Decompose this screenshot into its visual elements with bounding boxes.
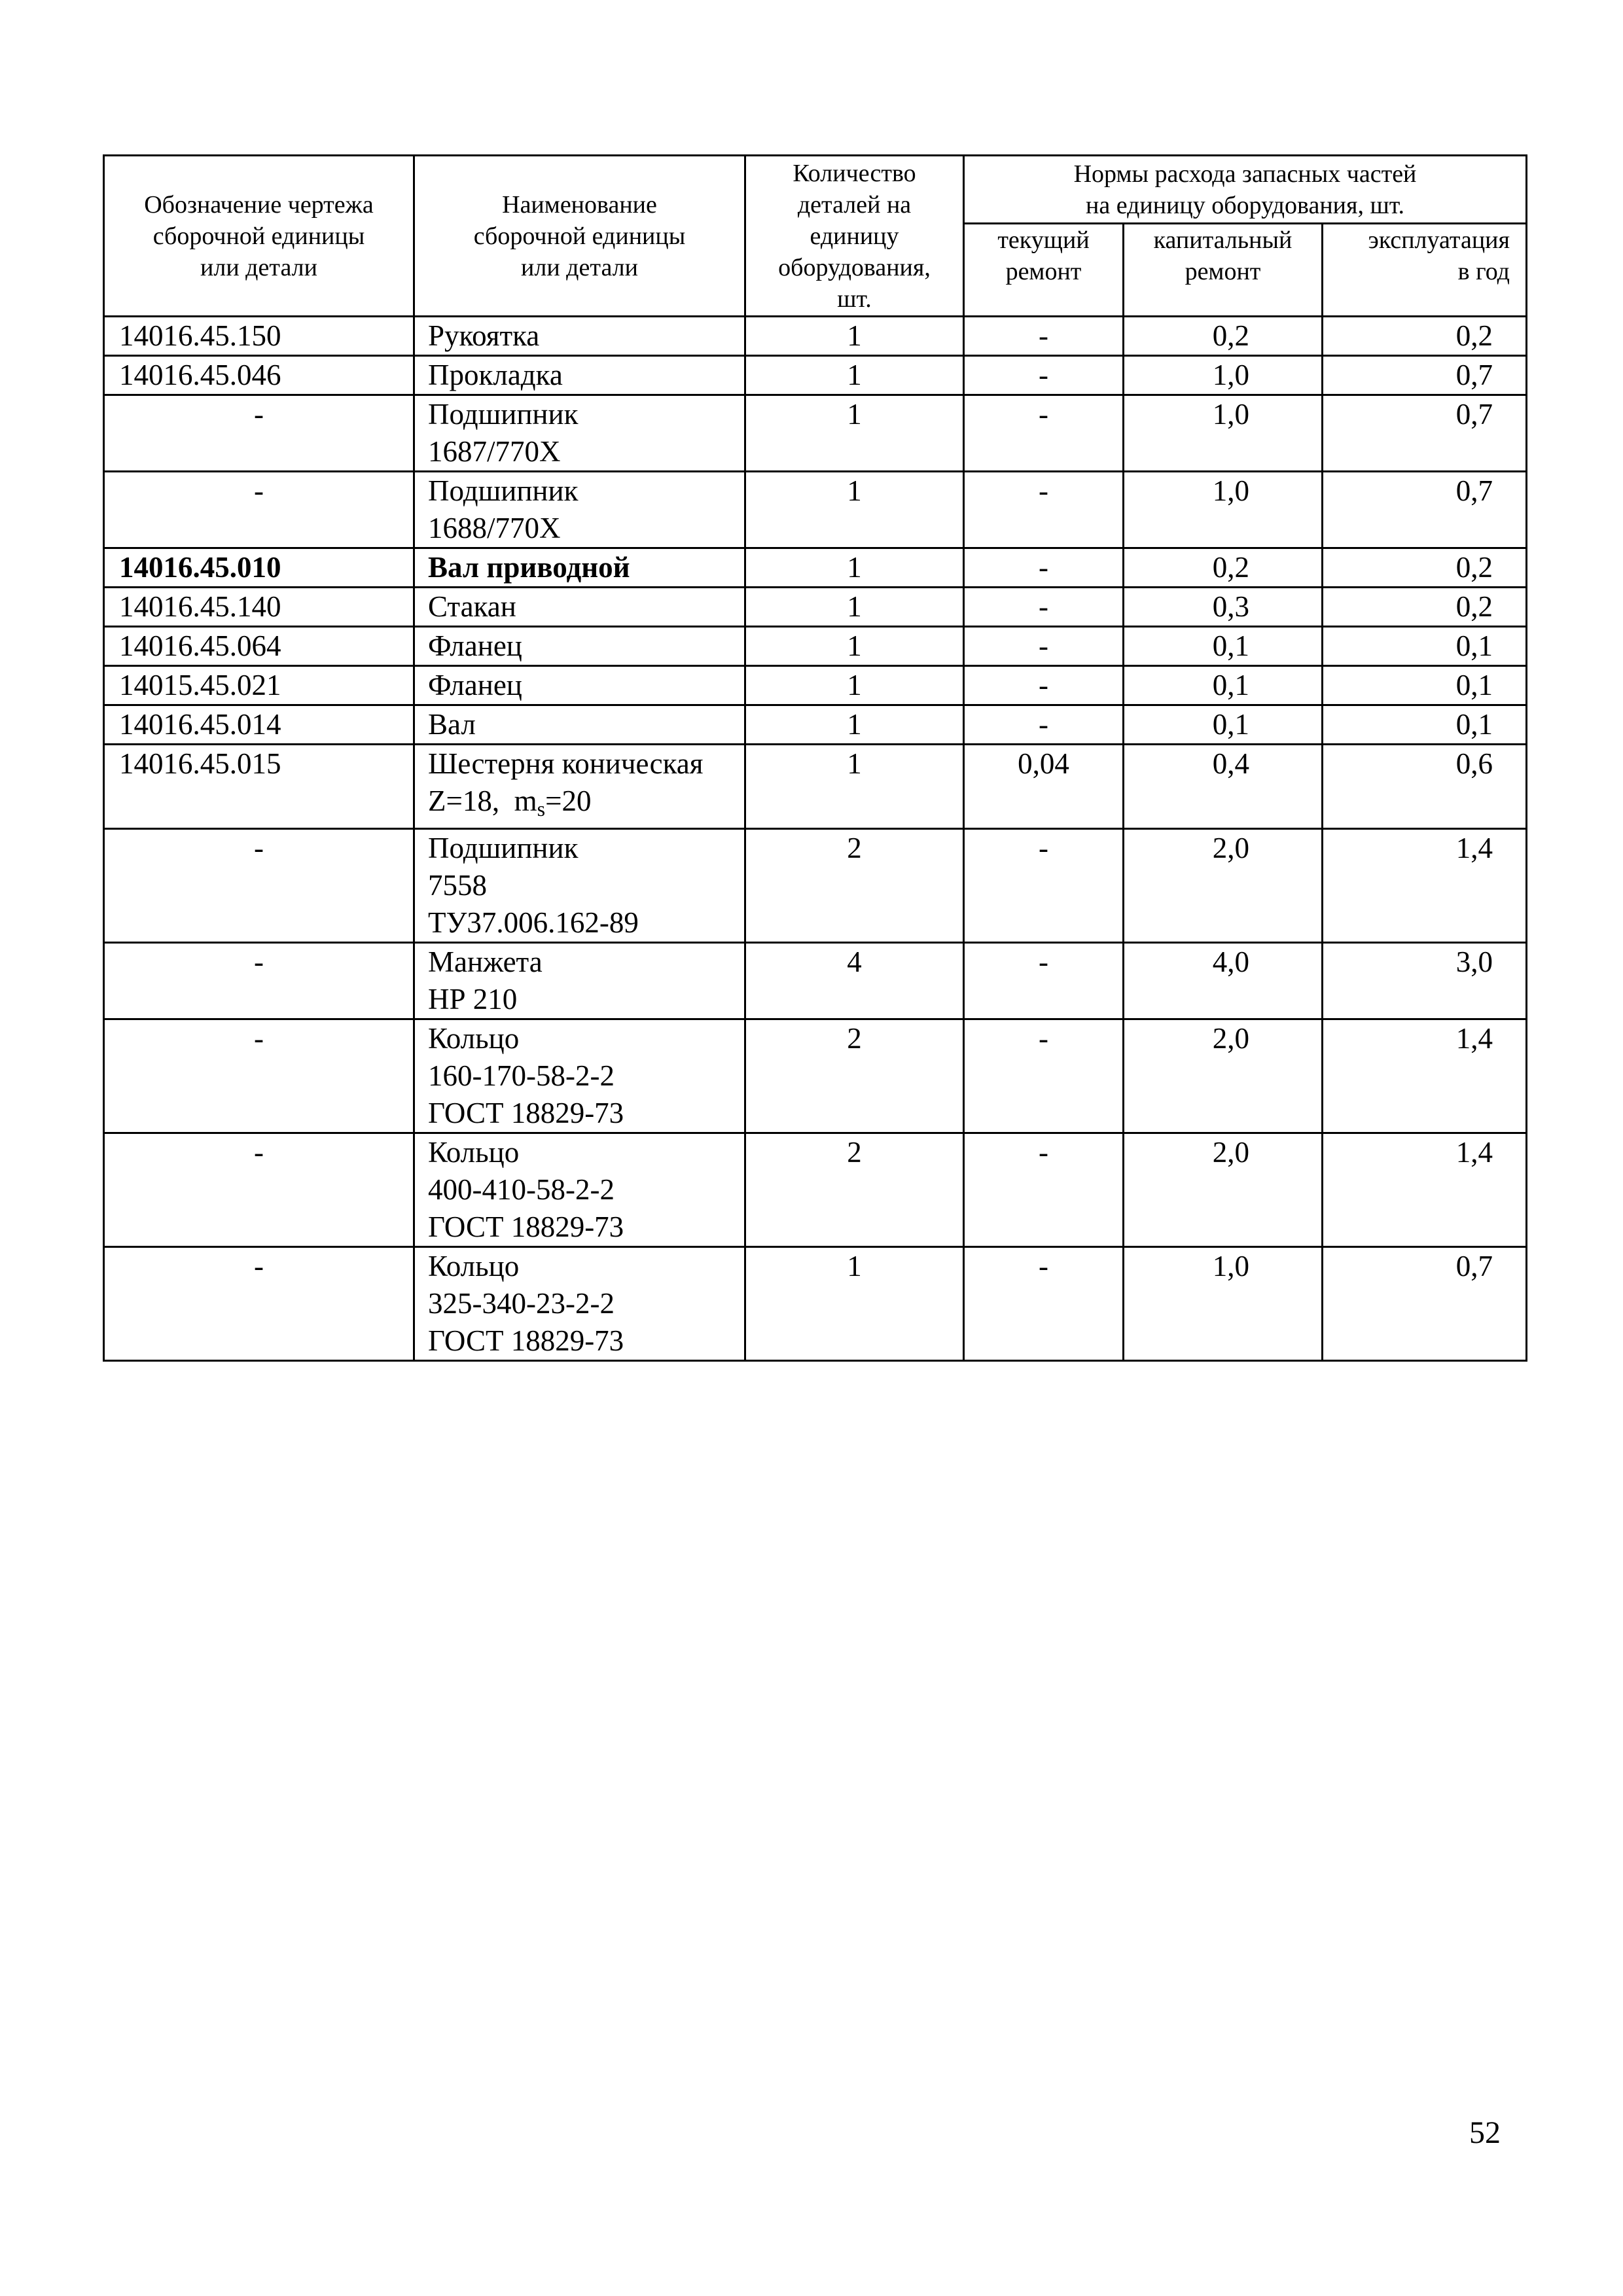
row-quantity: 1 <box>745 666 964 705</box>
row-operation: 0,1 <box>1323 666 1527 705</box>
row-operation: 0,2 <box>1323 548 1527 588</box>
row-current-repair: - <box>964 829 1124 943</box>
table-row <box>104 705 1527 745</box>
row-capital-repair: 0,1 <box>1124 627 1323 666</box>
row-capital-repair: 1,0 <box>1124 472 1323 548</box>
row-current-repair: - <box>964 943 1124 1019</box>
row-quantity: 1 <box>745 317 964 356</box>
header-norms-group: Нормы расхода запасных частей на единицу оборудования, шт. <box>964 156 1527 224</box>
row-name-spec <box>428 783 739 828</box>
row-current-repair: - <box>964 588 1124 627</box>
row-quantity: 1 <box>745 745 964 829</box>
row-code: - <box>104 829 414 943</box>
header-quantity: Количество деталей на единицу оборудования, шт. <box>745 156 964 317</box>
row-code: 14016.45.010 <box>104 548 414 588</box>
table-row <box>104 317 1527 356</box>
row-name: Рукоятка <box>414 317 745 356</box>
row-name: Шестерня коническая <box>428 747 704 780</box>
row-current-repair: - <box>964 705 1124 745</box>
table-row <box>104 943 1527 1019</box>
row-quantity: 4 <box>745 943 964 1019</box>
row-name: Кольцо 160-170-58-2-2 ГОСТ 18829-73 <box>414 1019 745 1133</box>
row-current-repair: - <box>964 1019 1124 1133</box>
row-capital-repair: 4,0 <box>1124 943 1323 1019</box>
row-code: 14016.45.046 <box>104 356 414 395</box>
spare-parts-table <box>103 154 1527 1362</box>
row-name-cell <box>414 745 745 829</box>
row-operation: 0,2 <box>1323 317 1527 356</box>
row-name: Вал <box>414 705 745 745</box>
row-capital-repair: 0,2 <box>1124 548 1323 588</box>
row-current-repair: - <box>964 1133 1124 1247</box>
row-quantity: 1 <box>745 548 964 588</box>
row-code: 14016.45.014 <box>104 705 414 745</box>
row-code: 14016.45.064 <box>104 627 414 666</box>
row-quantity: 1 <box>745 395 964 472</box>
table-row <box>104 472 1527 548</box>
row-name: Подшипник 1687/770Х <box>414 395 745 472</box>
row-quantity: 1 <box>745 588 964 627</box>
header-designation: Обозначение чертежа сборочной единицы или детали <box>104 156 414 317</box>
row-capital-repair: 1,0 <box>1124 356 1323 395</box>
table-row <box>104 829 1527 943</box>
row-name: Кольцо 400-410-58-2-2 ГОСТ 18829-73 <box>414 1133 745 1247</box>
row-code: - <box>104 1133 414 1247</box>
row-current-repair: - <box>964 356 1124 395</box>
row-operation: 3,0 <box>1323 943 1527 1019</box>
row-capital-repair: 2,0 <box>1124 1133 1323 1247</box>
table-row <box>104 666 1527 705</box>
row-name: Вал приводной <box>414 548 745 588</box>
table-row <box>104 395 1527 472</box>
row-operation: 0,1 <box>1323 705 1527 745</box>
row-capital-repair: 0,2 <box>1124 317 1323 356</box>
row-capital-repair: 0,1 <box>1124 666 1323 705</box>
row-operation: 0,6 <box>1323 745 1527 829</box>
table-row <box>104 588 1527 627</box>
row-name: Фланец <box>414 627 745 666</box>
row-code: - <box>104 472 414 548</box>
row-quantity: 2 <box>745 1019 964 1133</box>
module-symbol: m <box>514 785 537 817</box>
gear-teeth-count: Z=18, <box>428 785 500 817</box>
row-quantity: 2 <box>745 1133 964 1247</box>
row-capital-repair: 1,0 <box>1124 1247 1323 1361</box>
row-current-repair: - <box>964 548 1124 588</box>
row-code: - <box>104 1019 414 1133</box>
row-name: Подшипник 1688/770Х <box>414 472 745 548</box>
row-code: - <box>104 1247 414 1361</box>
row-quantity: 2 <box>745 829 964 943</box>
row-operation: 0,7 <box>1323 395 1527 472</box>
row-quantity: 1 <box>745 627 964 666</box>
row-code: 14016.45.015 <box>104 745 414 829</box>
row-current-repair: - <box>964 627 1124 666</box>
header-current-repair: текущий ремонт <box>964 224 1124 317</box>
header-operation-per-year: эксплуатация в год <box>1323 224 1527 317</box>
table-row <box>104 548 1527 588</box>
table-row <box>104 627 1527 666</box>
row-operation: 1,4 <box>1323 1019 1527 1133</box>
row-quantity: 1 <box>745 472 964 548</box>
module-subscript: s <box>537 797 546 821</box>
row-quantity: 1 <box>745 1247 964 1361</box>
row-capital-repair: 2,0 <box>1124 829 1323 943</box>
table-row <box>104 1019 1527 1133</box>
row-current-repair: - <box>964 395 1124 472</box>
row-current-repair: - <box>964 1247 1124 1361</box>
row-name: Прокладка <box>414 356 745 395</box>
row-name: Фланец <box>414 666 745 705</box>
row-current-repair: - <box>964 666 1124 705</box>
row-operation: 1,4 <box>1323 1133 1527 1247</box>
header-capital-repair: капитальный ремонт <box>1124 224 1323 317</box>
row-operation: 0,7 <box>1323 356 1527 395</box>
table-row <box>104 356 1527 395</box>
table-row <box>104 745 1527 829</box>
row-current-repair: - <box>964 317 1124 356</box>
row-operation: 0,2 <box>1323 588 1527 627</box>
row-quantity: 1 <box>745 705 964 745</box>
module-value: =20 <box>545 785 592 817</box>
row-capital-repair: 2,0 <box>1124 1019 1323 1133</box>
row-operation: 0,7 <box>1323 1247 1527 1361</box>
row-capital-repair: 0,1 <box>1124 705 1323 745</box>
row-current-repair: - <box>964 472 1124 548</box>
row-name: Кольцо 325-340-23-2-2 ГОСТ 18829-73 <box>414 1247 745 1361</box>
row-code: 14016.45.150 <box>104 317 414 356</box>
row-name: Подшипник 7558 ТУ37.006.162-89 <box>414 829 745 943</box>
row-operation: 0,1 <box>1323 627 1527 666</box>
header-name: Наименование сборочной единицы или детали <box>414 156 745 317</box>
row-code: - <box>104 943 414 1019</box>
row-name: Стакан <box>414 588 745 627</box>
row-capital-repair: 1,0 <box>1124 395 1323 472</box>
row-code: 14015.45.021 <box>104 666 414 705</box>
page-number: 52 <box>1469 2115 1501 2150</box>
table-row <box>104 1247 1527 1361</box>
row-current-repair: 0,04 <box>964 745 1124 829</box>
row-operation: 1,4 <box>1323 829 1527 943</box>
row-capital-repair: 0,3 <box>1124 588 1323 627</box>
row-name: Манжета НР 210 <box>414 943 745 1019</box>
row-operation: 0,7 <box>1323 472 1527 548</box>
table-row <box>104 1133 1527 1247</box>
row-quantity: 1 <box>745 356 964 395</box>
row-code: 14016.45.140 <box>104 588 414 627</box>
row-code: - <box>104 395 414 472</box>
row-capital-repair: 0,4 <box>1124 745 1323 829</box>
